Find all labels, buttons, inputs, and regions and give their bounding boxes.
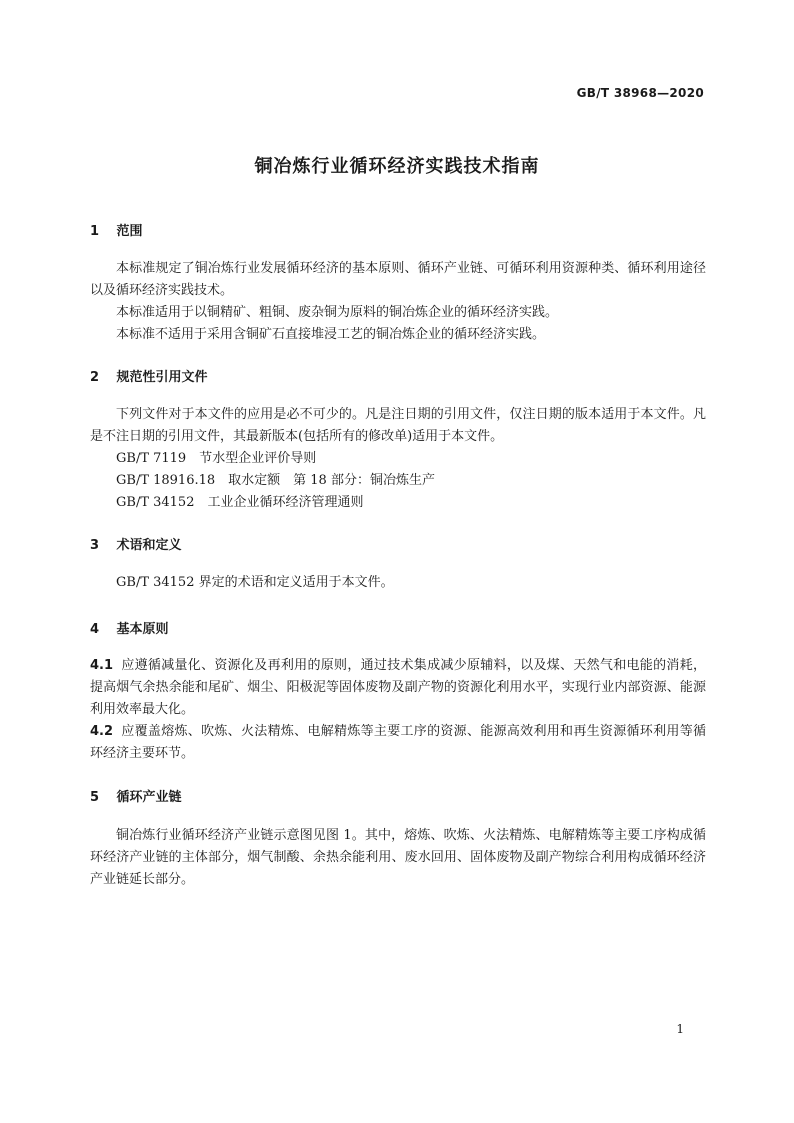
section-3: [90, 534, 706, 553]
section-number: 1: [90, 224, 100, 239]
section-title: 循环产业链: [116, 790, 182, 805]
section-5-body: [90, 825, 706, 891]
clause-text: 应覆盖熔炼、吹炼、火法精炼、电解精炼等主要工序的资源、能源高效利用和再生资源循环利用等循环经济主要环节。: [90, 724, 706, 761]
section-2: [90, 366, 706, 385]
section-heading: [90, 220, 706, 239]
section-title: 范围: [116, 224, 143, 239]
section-title: 术语和定义: [116, 538, 182, 553]
clause-number: 4.2: [90, 724, 114, 739]
section-heading: [90, 534, 706, 553]
reference-item: GB/T 18916.18 取水定额 第 18 部分：铜冶炼生产: [116, 473, 435, 488]
clause-4-1: [90, 655, 706, 721]
reference-item: GB/T 34152 工业企业循环经济管理通则: [116, 495, 364, 510]
clause-4-2: [90, 721, 706, 765]
section-title: 基本原则: [116, 622, 169, 637]
paragraph: 本标准规定了铜冶炼行业发展循环经济的基本原则、循环产业链、可循环利用资源种类、循环利用途径以及循环经济实践技术。: [90, 261, 706, 298]
section-2-body: [90, 404, 706, 514]
section-number: 5: [90, 790, 100, 805]
page-number: 1: [676, 1022, 684, 1036]
section-1: [90, 220, 706, 239]
paragraph: 本标准不适用于采用含铜矿石直接堆浸工艺的铜冶炼企业的循环经济实践。: [116, 327, 546, 342]
clause-text: 应遵循减量化、资源化及再利用的原则，通过技术集成减少原辅料，以及煤、天然气和电能的消耗，提高烟气余热余能和尾矿、烟尘、阳极泥等固体废物及副产物的资源化利用水平，实现行业内部资源、能源利用效率最大化。: [90, 658, 706, 717]
paragraph: GB/T 34152 界定的术语和定义适用于本文件。: [116, 575, 394, 590]
paragraph: 铜冶炼行业循环经济产业链示意图见图 1。其中，熔炼、吹炼、火法精炼、电解精炼等主要工序构成循环经济产业链的主体部分，烟气制酸、余热余能利用、废水回用、固体废物及副产物综合利用构成循环经济产业链延长部分。: [90, 828, 706, 887]
section-number: 4: [90, 622, 100, 637]
section-heading: [90, 366, 706, 385]
section-4: [90, 618, 706, 637]
section-title: 规范性引用文件: [116, 370, 208, 385]
section-number: 3: [90, 538, 100, 553]
section-heading: [90, 618, 706, 637]
section-5: [90, 786, 706, 805]
section-number: 2: [90, 370, 100, 385]
standard-code: GB/T 38968—2020: [576, 86, 704, 100]
section-3-body: [90, 572, 706, 594]
document-title: 铜冶炼行业循环经济实践技术指南: [254, 156, 540, 177]
clause-number: 4.1: [90, 658, 114, 673]
paragraph: 本标准适用于以铜精矿、粗铜、废杂铜为原料的铜冶炼企业的循环经济实践。: [116, 305, 559, 320]
paragraph: 下列文件对于本文件的应用是必不可少的。凡是注日期的引用文件，仅注日期的版本适用于本文件。凡是不注日期的引用文件，其最新版本(包括所有的修改单)适用于本文件。: [90, 407, 706, 444]
section-heading: [90, 786, 706, 805]
section-1-body: [90, 258, 706, 346]
section-4-body: [90, 655, 706, 765]
reference-item: GB/T 7119 节水型企业评价导则: [116, 451, 317, 466]
